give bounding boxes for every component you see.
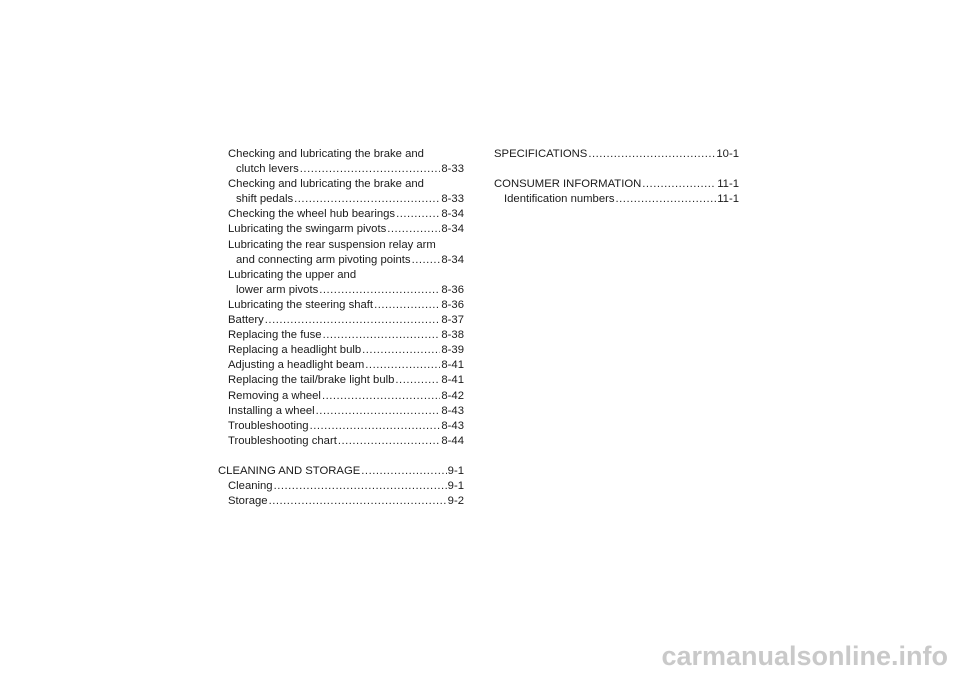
toc-entry[interactable] — [218, 162, 464, 177]
toc-page-number: 8-33 — [441, 193, 464, 206]
toc-entry[interactable] — [218, 222, 464, 237]
toc-entry-label: Installing a wheel — [228, 404, 315, 417]
toc-page-number: 8-43 — [441, 419, 464, 432]
toc-entry[interactable] — [218, 192, 464, 207]
toc-entry-label: Removing a wheel — [228, 389, 321, 402]
toc-dot-leader — [588, 147, 715, 162]
toc-entry[interactable] — [218, 404, 464, 419]
toc-dot-leader — [310, 419, 441, 434]
toc-entry[interactable] — [218, 358, 464, 373]
toc-dot-leader — [294, 192, 440, 207]
toc-entry[interactable] — [218, 434, 464, 449]
toc-entry-heading-line — [218, 147, 464, 162]
toc-entry-label: Replacing the fuse — [228, 329, 322, 342]
toc-dot-leader — [362, 343, 440, 358]
toc-entry-label: Adjusting a headlight beam — [228, 359, 365, 372]
toc-entry[interactable] — [494, 192, 739, 207]
toc-entry-label: Troubleshooting — [228, 419, 309, 432]
toc-dot-leader — [265, 313, 441, 328]
toc-page-number: 8-41 — [441, 359, 464, 372]
toc-entry-label: Identification numbers — [504, 193, 615, 206]
toc-entry-label: Checking and lubricating the brake and — [228, 148, 424, 160]
toc-page-number: 8-43 — [441, 404, 464, 417]
toc-page-number: 8-34 — [441, 208, 464, 221]
toc-column-left — [218, 147, 464, 509]
toc-entry[interactable] — [218, 389, 464, 404]
toc-dot-leader — [361, 464, 446, 479]
toc-entry[interactable] — [218, 328, 464, 343]
toc-gap — [218, 449, 464, 464]
toc-entry-label: Checking the wheel hub bearings — [228, 208, 396, 221]
toc-dot-leader — [319, 283, 440, 298]
toc-page-number: 8-33 — [441, 163, 464, 176]
toc-entry-label: lower arm pivots — [236, 283, 319, 296]
toc-entry-label: SPECIFICATIONS — [494, 148, 588, 160]
toc-page-number: 9-1 — [447, 480, 464, 493]
toc-column-right — [494, 147, 739, 207]
toc-dot-leader — [322, 389, 440, 404]
toc-dot-leader — [365, 358, 440, 373]
toc-entry[interactable] — [218, 464, 464, 479]
toc-dot-leader — [387, 222, 440, 237]
toc-entry-label: Troubleshooting chart — [228, 434, 337, 447]
toc-entry-label: Replacing a headlight bulb — [228, 344, 362, 357]
toc-dot-leader — [374, 298, 440, 313]
toc-page-number: 8-34 — [441, 223, 464, 236]
toc-entry-label: clutch levers — [236, 163, 299, 176]
toc-entry[interactable] — [494, 177, 739, 192]
toc-dot-leader — [316, 404, 441, 419]
toc-page-number: 9-1 — [447, 464, 464, 477]
toc-entry[interactable] — [218, 479, 464, 494]
toc-entry[interactable] — [218, 253, 464, 268]
toc-dot-leader — [642, 177, 716, 192]
toc-page-number: 8-38 — [441, 329, 464, 342]
toc-page-number: 11-1 — [717, 193, 739, 206]
toc-dot-leader — [300, 162, 441, 177]
toc-entry-label: Replacing the tail/brake light bulb — [228, 374, 395, 387]
toc-entry-heading-line — [218, 268, 464, 283]
toc-entry-label: Cleaning — [228, 480, 273, 493]
toc-dot-leader — [323, 328, 441, 343]
toc-entry-heading-line — [218, 238, 464, 253]
toc-page-number: 11-1 — [717, 178, 739, 191]
toc-dot-leader — [395, 373, 440, 388]
toc-dot-leader — [616, 192, 717, 207]
toc-page-number: 10-1 — [716, 148, 739, 160]
toc-page-number: 8-37 — [441, 314, 464, 327]
toc-dot-leader — [338, 434, 441, 449]
toc-entry[interactable] — [218, 313, 464, 328]
toc-entry-label: Lubricating the rear suspension relay arm — [228, 238, 436, 251]
toc-page-number: 8-36 — [441, 283, 464, 296]
toc-page-number: 8-42 — [441, 389, 464, 402]
toc-page-number: 8-39 — [441, 344, 464, 357]
watermark: carmanualsonline.info — [661, 641, 948, 671]
toc-entry-label: Storage — [228, 495, 268, 508]
toc-page-number: 8-34 — [441, 253, 464, 266]
toc-dot-leader — [274, 479, 447, 494]
toc-dot-leader — [412, 253, 441, 268]
toc-entry[interactable] — [218, 207, 464, 222]
toc-entry[interactable] — [218, 494, 464, 509]
toc-entry-label: Lubricating the upper and — [228, 268, 357, 281]
toc-page-number: 8-36 — [441, 298, 464, 311]
toc-page-number: 8-44 — [441, 434, 464, 447]
toc-dot-leader — [396, 207, 440, 222]
toc-entry-label: and connecting arm pivoting points — [236, 253, 411, 266]
toc-entry-label: CONSUMER INFORMATION — [494, 178, 642, 191]
toc-dot-leader — [269, 494, 447, 509]
toc-page-number: 8-41 — [441, 374, 464, 387]
toc-entry-heading-line — [218, 177, 464, 192]
toc-entry-label: Lubricating the swingarm pivots — [228, 223, 387, 236]
toc-entry-label: Lubricating the steering shaft — [228, 298, 374, 311]
toc-entry[interactable] — [218, 373, 464, 388]
toc-entry-label: Battery — [228, 314, 264, 327]
toc-entry[interactable] — [218, 419, 464, 434]
toc-page-number: 9-2 — [447, 495, 464, 508]
toc-entry[interactable] — [494, 147, 739, 162]
toc-entry-label: CLEANING AND STORAGE — [218, 464, 361, 477]
toc-entry-label: shift pedals — [236, 193, 294, 206]
toc-entry-label: Checking and lubricating the brake and — [228, 178, 424, 191]
toc-entry[interactable] — [218, 343, 464, 358]
toc-gap — [494, 162, 739, 177]
toc-entry[interactable] — [218, 283, 464, 298]
toc-entry[interactable] — [218, 298, 464, 313]
